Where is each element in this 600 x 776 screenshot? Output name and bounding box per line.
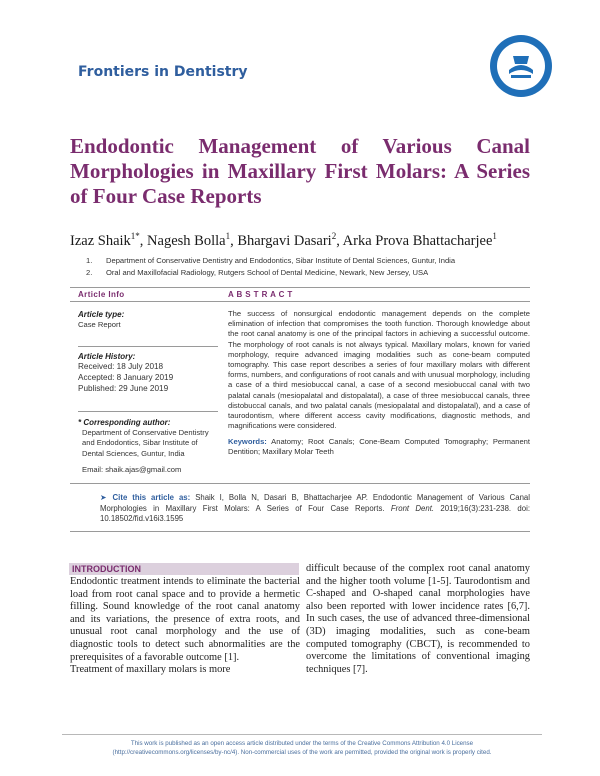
accepted-date: Accepted: 8 January 2019 [78,373,174,382]
article-history-label: Article History: [78,352,136,361]
author-name: Izaz Shaik [70,232,131,249]
article-info-heading: Article Info [78,290,125,299]
intro-right-column: difficult because of the complex root canal anatomy and the higher tooth volume [1-5]. Taurodontism and C-shaped and O-shaped canal morphologies have also been reported with lower incidence rates [6,7]. In such cases, the use of advanced three-dimensional (3D) imaging modalities, such as cone-beam computed tomography (CBCT), is recommended to overcome the limitations of conventional imaging techniques [7]. [306,563,530,675]
author-list: Izaz Shaik$^{1*}$, Nagesh Bolla$^1$, Bhargavi Dasari$^2$, Arka Prova Bhattacharjee$^1$ [70,231,497,249]
author-affil-sup: 1* [130,231,140,241]
intro-paragraph: Treatment of maxillary molars is more [70,664,231,676]
affiliation-list [86,255,455,278]
citation-doi[interactable]: 2019;16(3):231-238. doi: 10.18502/fid.v16i3.1595 [100,503,531,524]
corresponding-author-block [78,418,218,475]
author-affil-sup: 1 [492,231,497,241]
divider [78,346,218,347]
citation [100,493,530,525]
author-name: Bhargavi Dasari [237,232,332,249]
author-name: Nagesh Bolla [147,232,226,249]
corresponding-author-label: * Corresponding author: [78,418,171,427]
citation-journal: Front Dent. [390,503,435,513]
introduction-heading: INTRODUCTION [69,563,299,575]
keywords-value: Anatomy; Root Canals; Cone-Beam Computed Tomography; Permanent Dentition; Maxillary Molar Teeth [228,437,530,457]
citation-text: Shaik I, Bolla N, Dasari B, Bhattacharjee AP. Endodontic Management of Various Canal Morphologies in Maxillary First Molars: A Series of Four Case Reports. [100,493,530,513]
received-date: Received: 18 July 2018 [78,362,164,372]
article-type-value: Case Report [78,320,121,330]
intro-paragraph: Endodontic treatment intends to eliminate the bacterial load from root canal space and to provide a hermetic filling. Sound knowledge of the root canal anatomy and its variations, the presence of extra roots, and unusual root canal morphology and the use of diagnostic tools to detect such abnormalities are the prerequisites of a favorable outcome [1]. [70,576,300,663]
license-line: This work is published as an open access article distributed under the terms of the Creative Commons Attribution 4.0 License [130,740,474,747]
article-title: Endodontic Management of Various Canal Morphologies in Maxillary First Molars: A Series of Four Case Reports [70,134,530,208]
author-affil-sup: 2 [331,231,337,241]
divider [70,287,530,288]
corresponding-author-email[interactable]: Email: shaik.ajas@gmail.com [82,464,182,474]
corresponding-author-affiliation: Department of Conservative Dentistry and Endodontics, Sibar Institute of Dental Sciences, Guntur, India [82,428,209,458]
divider [70,531,530,532]
divider [78,411,218,412]
keywords-label: Keywords: [228,437,267,446]
author-name: Arka Prova Bhattacharjee [342,232,493,249]
intro-left-column [70,576,300,677]
citation-label: Cite this article as: [112,493,191,502]
keywords [228,437,530,457]
article-history-block [78,352,173,395]
divider [62,734,542,735]
journal-logo-icon [489,34,553,98]
published-date: Published: 29 June 2019 [78,383,169,393]
article-type-label: Article type: [78,310,125,319]
license-line[interactable]: (http://creativecommons.org/licenses/by-nc/4). Non-commercial uses of the work are permitted, provided the original work is properly cited. [112,749,492,756]
journal-name: Frontiers in Dentistry [78,64,248,80]
abstract-heading: A B S T R A C T [228,290,293,299]
arrow-right-icon: ➤ [100,493,107,502]
affiliation-item: 2. Oral and Maxillofacial Radiology, Rutgers School of Dental Medicine, Newark, New Jersey, USA [86,267,429,277]
divider [70,483,530,484]
affiliation-item: 1. Department of Conservative Dentistry and Endodontics, Sibar Institute of Dental Sciences, Guntur, India [86,256,456,265]
license-footer [62,739,542,757]
divider [70,301,530,302]
article-type-block [78,310,124,330]
abstract-text: The success of nonsurgical endodontic management depends on the complete elimination of infection that compromises the tooth function. Thorough knowledge about the root canal anatomy is one of the principal factors in achieving a successful outcome. The morphology of root canals is not always typical. Maxillary molars, known for varied morphology, require advanced imaging modalities such as cone-beam computed tomography. This case report describes a series of four maxillary molars with different forms, numbers, and configurations of root canals and with unusual morphology, including a case of a third mesiobuccal canal, a case of a second mesiobuccal canal with two palatal canals (mesiopalatal and distopalatal), a case of three mesiobuccal canals, three distobuccal canals, and two palatal canals (mesiopalatal and distopalatal), and a case of taurodontism, where different access cavity modifications, diagnostic methods, and magnifications were considered. [228,309,530,431]
author-affil-sup: 1 [225,231,231,241]
